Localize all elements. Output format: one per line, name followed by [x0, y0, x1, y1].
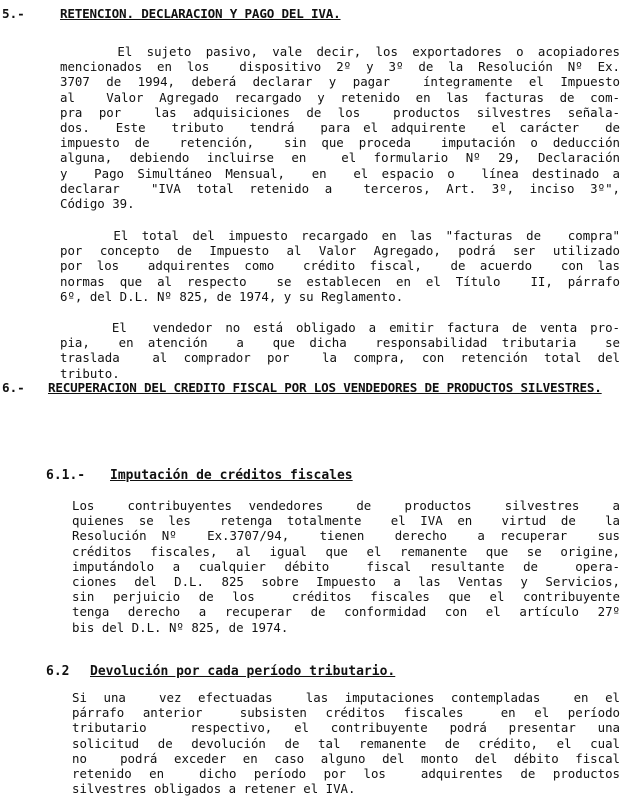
text-line: silvestres obligados a retener el IVA.: [72, 781, 356, 797]
subsection-6-1-heading: [46, 468, 606, 486]
text-line: tenga derecho a recuperar de conformidad con el artículo 27º: [72, 604, 620, 620]
section-title: RECUPERACION DEL CREDITO FISCAL POR LOS VENDEDORES DE PRODUCTOS SILVESTRES.: [48, 380, 602, 395]
text-line: y Pago Simultáneo Mensual, en el espacio o línea destinado a: [60, 165, 620, 181]
section-5-heading: [0, 6, 629, 24]
subsection-number: 6.2: [46, 664, 70, 679]
text-line: imputándolo a cualquier débito fiscal resultante de opera-: [72, 558, 620, 574]
text-line: por concepto de Impuesto al Valor Agregado, podrá ser utilizado: [60, 243, 620, 259]
section-6-heading: [0, 380, 629, 414]
text-line: no podrá exceder en caso alguno del monto del débito fiscal: [72, 750, 620, 766]
text-line: tributario respectivo, el contribuyente podrá presentar una: [72, 720, 620, 736]
subsection-title: Imputación de créditos fiscales: [110, 468, 353, 483]
subsection-6-2-heading: [46, 664, 606, 682]
text-line: El sujeto pasivo, vale decir, los exportadores o acopiadores: [60, 44, 620, 59]
section-number: 5.-: [2, 6, 25, 21]
text-line: quienes se les retenga totalmente el IVA en virtud de la: [72, 513, 620, 529]
text-line: párrafo anterior subsisten créditos fiscales en el período: [72, 705, 620, 721]
text-line: retenido en dicho período por los adquirentes de productos: [72, 765, 620, 781]
text-line: pra por las adquisiciones de los productos silvestres señala-: [60, 104, 620, 120]
text-line: El vendedor no está obligado a emitir factura de venta pro-: [60, 320, 620, 335]
text-line: sin perjuicio de los créditos fiscales que el contribuyente: [72, 589, 620, 605]
text-line: bis del D.L. Nº 825, de 1974.: [72, 619, 289, 635]
text-line: tributo.: [60, 365, 120, 381]
subsection-number: 6.1.-: [46, 468, 86, 483]
text-line: al Valor Agregado recargado y retenido en las facturas de com-: [60, 89, 620, 105]
text-line: normas que al respecto se establecen en el Título II, párrafo: [60, 273, 620, 289]
text-line: pia, en atención a que dicha responsabilidad tributaria se: [60, 335, 620, 351]
text-line: impuesto de retención, sin que proceda imputación o deducción: [60, 135, 620, 151]
section-5-paragraph-1: [60, 44, 620, 211]
text-line: El total del impuesto recargado en las "facturas de compra": [60, 228, 620, 243]
text-line: créditos fiscales, al igual que el remanente que se origine,: [72, 543, 620, 559]
text-line: Los contribuyentes vendedores de productos silvestres a: [72, 498, 620, 513]
text-line: por los adquirentes como crédito fiscal, de acuerdo con las: [60, 258, 620, 274]
text-line: Si una vez efectuadas las imputaciones contempladas en el: [72, 690, 620, 705]
text-line: 6º, del D.L. Nº 825, de 1974, y su Reglamento.: [60, 288, 404, 304]
text-line: Resolución Nº Ex.3707/94, tienen derecho a recuperar sus: [72, 528, 620, 544]
section-title: RETENCION. DECLARACION Y PAGO DEL IVA.: [60, 6, 341, 21]
text-line: alguna, debiendo incluirse en el formulario Nº 29, Declaración: [60, 150, 620, 166]
section-5-paragraph-3: [60, 320, 620, 381]
text-line: dos. Este tributo tendrá para el adquirente el carácter de: [60, 119, 620, 135]
text-line: declarar "IVA total retenido a terceros, Art. 3º, inciso 3º",: [60, 180, 620, 196]
text-line: solicitud de devolución de tal remanente de crédito, el cual: [72, 735, 620, 751]
section-5-paragraph-2: [60, 228, 620, 304]
subsection-6-1-paragraph: [72, 498, 620, 635]
subsection-6-2-paragraph: [72, 690, 620, 796]
text-line: 3707 de 1994, deberá declarar y pagar íntegramente el Impuesto: [60, 74, 620, 90]
subsection-title: Devolución por cada período tributario.: [90, 664, 396, 679]
text-line: ciones del D.L. 825 sobre Impuesto a las Ventas y Servicios,: [72, 573, 620, 589]
section-number: 6.-: [2, 380, 25, 395]
text-line: mencionados en los dispositivo 2º y 3º de la Resolución Nº Ex.: [60, 59, 620, 75]
text-line: traslada al comprador por la compra, con retención total del: [60, 350, 620, 366]
text-line: Código 39.: [60, 195, 135, 211]
